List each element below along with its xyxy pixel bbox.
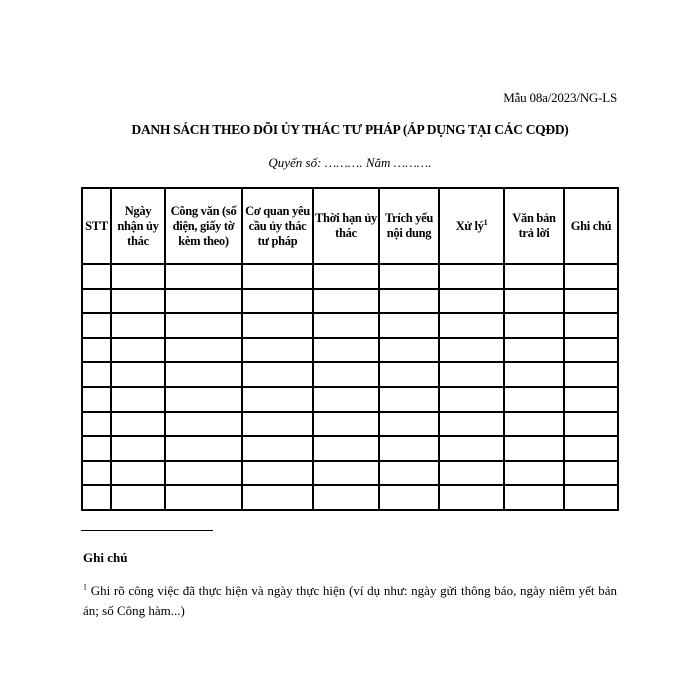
column-header-deadline: Thời hạn ủy thác (313, 188, 379, 264)
table-cell (313, 436, 379, 461)
table-cell (504, 387, 564, 412)
table-row (82, 412, 618, 437)
table-cell (379, 412, 439, 437)
table-cell (439, 338, 504, 363)
table-cell (242, 387, 313, 412)
table-cell (379, 264, 439, 289)
table-cell (313, 289, 379, 314)
table-cell (439, 461, 504, 486)
table-cell (379, 461, 439, 486)
form-code: Mẫu 08a/2023/NG-LS (503, 90, 617, 105)
column-header-summary: Trích yếu nội dung (379, 188, 439, 264)
table-cell (439, 485, 504, 510)
table-cell (504, 461, 564, 486)
table-cell (82, 289, 111, 314)
table-cell (564, 313, 618, 338)
table-cell (313, 338, 379, 363)
footnote-ref: 1 (483, 217, 488, 227)
book-number-line: Quyển số: ………. Năm ………. (268, 155, 432, 170)
table-cell (242, 412, 313, 437)
table-cell (313, 313, 379, 338)
column-header-stt: STT (82, 188, 111, 264)
table-cell (504, 436, 564, 461)
table-cell (313, 412, 379, 437)
table-cell (379, 387, 439, 412)
table-cell (165, 289, 242, 314)
table-row (82, 461, 618, 486)
table-cell (82, 485, 111, 510)
table-cell (111, 264, 165, 289)
table-cell (379, 362, 439, 387)
table-cell (379, 338, 439, 363)
footnote (83, 581, 617, 621)
table-cell (165, 264, 242, 289)
table-cell (111, 436, 165, 461)
column-header-notes: Ghi chú (564, 188, 618, 264)
table-cell (82, 412, 111, 437)
table-cell (82, 362, 111, 387)
table-cell (242, 362, 313, 387)
table-cell (111, 485, 165, 510)
table-cell (564, 264, 618, 289)
table-cell (439, 313, 504, 338)
footnote-separator (81, 530, 213, 531)
table-cell (82, 387, 111, 412)
table-cell (439, 264, 504, 289)
table-row (82, 264, 618, 289)
column-header-requesting-agency: Cơ quan yêu cầu ủy thác tư pháp (242, 188, 313, 264)
table-cell (439, 436, 504, 461)
table-cell (313, 387, 379, 412)
table-header-row (82, 188, 618, 264)
table-cell (165, 387, 242, 412)
table-row (82, 362, 618, 387)
table-cell (379, 485, 439, 510)
table-cell (242, 338, 313, 363)
table-cell (111, 313, 165, 338)
table-cell (504, 264, 564, 289)
table-cell (504, 313, 564, 338)
table-cell (564, 412, 618, 437)
table-cell (439, 289, 504, 314)
table-cell (111, 387, 165, 412)
table-cell (242, 485, 313, 510)
table-cell (504, 338, 564, 363)
column-header-processing: Xử $lý^1$ (439, 188, 504, 264)
table-row (82, 387, 618, 412)
table-cell (165, 485, 242, 510)
column-header-official-letter: Công văn (số điện, giấy tờ kèm theo) (165, 188, 242, 264)
table-cell (564, 436, 618, 461)
table-cell (165, 461, 242, 486)
table-row (82, 485, 618, 510)
column-header-reply-document: Văn bản trả lời (504, 188, 564, 264)
table-cell (82, 313, 111, 338)
table-cell (165, 313, 242, 338)
table-cell (379, 436, 439, 461)
table-cell (439, 362, 504, 387)
table-cell (242, 264, 313, 289)
table-cell (504, 412, 564, 437)
column-header-date-received: Ngày nhận ủy thác (111, 188, 165, 264)
document-title: DANH SÁCH THEO DÕI ỦY THÁC TƯ PHÁP (ÁP DỤNG TẠI CÁC CQĐD) (131, 122, 569, 137)
notes-heading: Ghi chú (83, 550, 128, 565)
table-cell (564, 387, 618, 412)
table-cell (379, 313, 439, 338)
table-cell (313, 264, 379, 289)
footnote-marker: 1 (83, 582, 87, 592)
table-cell (313, 362, 379, 387)
tracking-table (81, 187, 619, 511)
table-cell (82, 461, 111, 486)
table-cell (439, 412, 504, 437)
table-cell (111, 412, 165, 437)
footnote-text: Ghi rõ công việc đã thực hiện và ngày thực hiện (ví dụ như: ngày gửi thông báo, ngày niêm yết bản án; số Công hàm...) (83, 583, 617, 618)
table-cell (242, 289, 313, 314)
table-cell (165, 338, 242, 363)
table-cell (564, 362, 618, 387)
table-cell (242, 313, 313, 338)
table-row (82, 313, 618, 338)
table-cell (313, 461, 379, 486)
table-cell (82, 338, 111, 363)
table-cell (165, 362, 242, 387)
table-cell (379, 289, 439, 314)
table-row (82, 289, 618, 314)
table-cell (111, 362, 165, 387)
table-cell (165, 412, 242, 437)
table-cell (504, 289, 564, 314)
table-cell (82, 436, 111, 461)
table-cell (564, 338, 618, 363)
table-row (82, 436, 618, 461)
table-cell (165, 436, 242, 461)
table-cell (313, 485, 379, 510)
table-cell (564, 289, 618, 314)
table-cell (564, 461, 618, 486)
table-cell (242, 436, 313, 461)
table-cell (111, 461, 165, 486)
table-cell (82, 264, 111, 289)
table-cell (111, 289, 165, 314)
table-cell (504, 362, 564, 387)
table-cell (242, 461, 313, 486)
table-cell (111, 338, 165, 363)
table-row (82, 338, 618, 363)
table-cell (564, 485, 618, 510)
table-cell (504, 485, 564, 510)
table-cell (439, 387, 504, 412)
